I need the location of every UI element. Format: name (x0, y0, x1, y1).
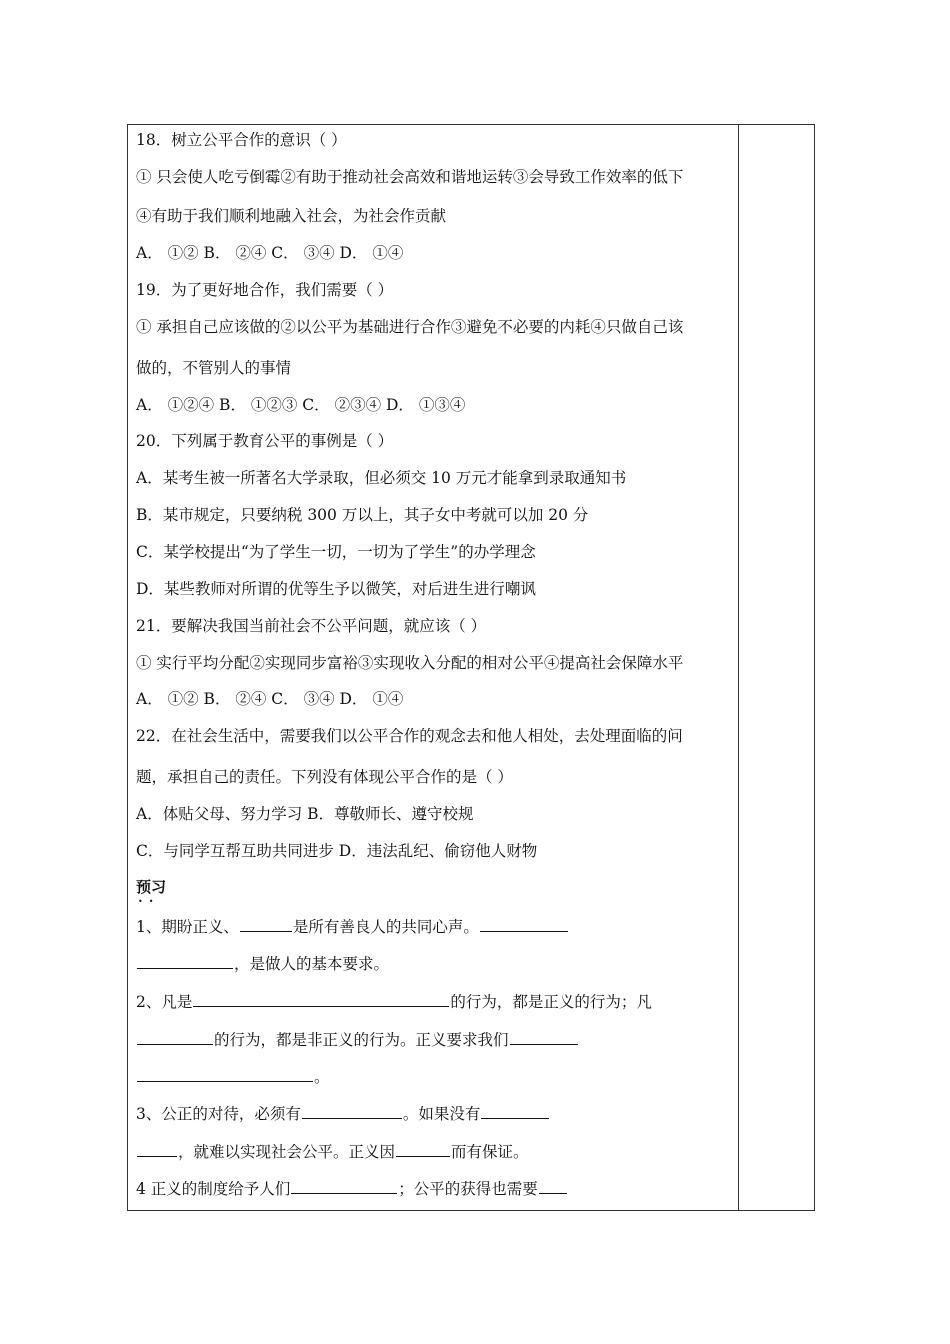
question-line: A． ①② B． ②④ C． ③④ D． ①④ (136, 244, 404, 262)
question-line: 20．下列属于教育公平的事例是（ ） (136, 432, 394, 450)
preview-line (136, 1141, 529, 1162)
preview-text: ；公平的获得也需要 (398, 1180, 538, 1198)
preview-text: 3、公正的对待，必须有 (136, 1105, 301, 1123)
preview-line (136, 991, 652, 1012)
preview-text: 4 正义的制度给予人们 (136, 1180, 291, 1198)
preview-text: 1、期盼正义、 (136, 918, 239, 936)
fill-in-blank[interactable] (302, 1103, 402, 1119)
fill-in-blank[interactable] (240, 916, 292, 932)
question-line: 题，承担自己的责任。下列没有体现公平合作的是（ ） (136, 768, 513, 786)
preview-text: 的行为，都是非正义的行为。正义要求我们 (214, 1031, 509, 1049)
fill-in-blank[interactable] (396, 1141, 450, 1157)
preview-text: 而有保证。 (451, 1143, 529, 1161)
fill-in-blank[interactable] (480, 916, 568, 932)
fill-in-blank[interactable] (193, 991, 449, 1007)
preview-text: ，就难以实现社会公平。正义因 (178, 1143, 396, 1161)
question-line: ① 只会使人吃亏倒霉②有助于推动社会高效和谐地运转③会导致工作效率的低下 (136, 168, 684, 186)
question-line: 22．在社会生活中，需要我们以公平合作的观念去和他人相处，去处理面临的问 (136, 727, 683, 745)
emphasis-dots: •• (138, 897, 160, 906)
question-line: ① 承担自己应该做的②以公平为基础进行合作③避免不必要的内耗④只做自己该 (136, 318, 684, 336)
fill-in-blank[interactable] (137, 1029, 213, 1045)
preview-line (136, 953, 389, 974)
preview-text: 。 (314, 1068, 330, 1086)
question-line: B．某市规定，只要纳税 300 万以上，其子女中考就可以加 20 分 (136, 506, 589, 524)
table-column-divider (738, 125, 739, 1210)
fill-in-blank[interactable] (539, 1178, 567, 1194)
fill-in-blank[interactable] (137, 953, 233, 969)
question-line: 做的，不管别人的事情 (136, 359, 292, 377)
preview-line (136, 1066, 330, 1087)
question-line: C．与同学互帮互助共同进步 D．违法乱纪、偷窃他人财物 (136, 842, 538, 860)
question-line: 18．树立公平合作的意识（ ） (136, 131, 347, 149)
preview-text: ，是做人的基本要求。 (234, 955, 390, 973)
question-line: 19．为了更好地合作，我们需要（ ） (136, 281, 394, 299)
question-line: ① 实行平均分配②实现同步富裕③实现收入分配的相对公平④提高社会保障水平 (136, 654, 684, 672)
section-title-text: 预习 (136, 878, 167, 896)
section-title (136, 877, 167, 906)
fill-in-blank[interactable] (137, 1066, 313, 1082)
fill-in-blank[interactable] (481, 1103, 549, 1119)
question-line: A． ①② B． ②④ C． ③④ D． ①④ (136, 690, 404, 708)
question-line: ④有助于我们顺利地融入社会，为社会作贡献 (136, 207, 447, 225)
question-line: A．某考生被一所著名大学录取，但必须交 10 万元才能拿到录取通知书 (136, 469, 627, 487)
question-line: 21．要解决我国当前社会不公平问题，就应该（ ） (136, 617, 487, 635)
preview-text: 的行为，都是正义的行为；凡 (450, 993, 652, 1011)
fill-in-blank[interactable] (291, 1178, 397, 1194)
question-line: A． ①②④ B． ①②③ C． ②③④ D． ①③④ (136, 396, 466, 414)
fill-in-blank[interactable] (510, 1029, 578, 1045)
preview-text: 是所有善良人的共同心声。 (292, 918, 479, 936)
question-line: D．某些教师对所谓的优等生予以微笑，对后进生进行嘲讽 (136, 580, 536, 598)
question-table (127, 124, 815, 1211)
preview-text: 2、凡是 (136, 993, 193, 1011)
fill-in-blank[interactable] (137, 1141, 177, 1157)
question-line: C．某学校提出“为了学生一切，一切为了学生”的办学理念 (136, 543, 536, 561)
preview-text: 。如果没有 (402, 1105, 481, 1123)
preview-line (136, 1103, 550, 1124)
question-line: A．体贴父母、努力学习 B．尊敬师长、遵守校规 (136, 805, 474, 823)
preview-line (136, 1029, 579, 1050)
preview-line (136, 916, 569, 937)
preview-line (136, 1178, 568, 1199)
